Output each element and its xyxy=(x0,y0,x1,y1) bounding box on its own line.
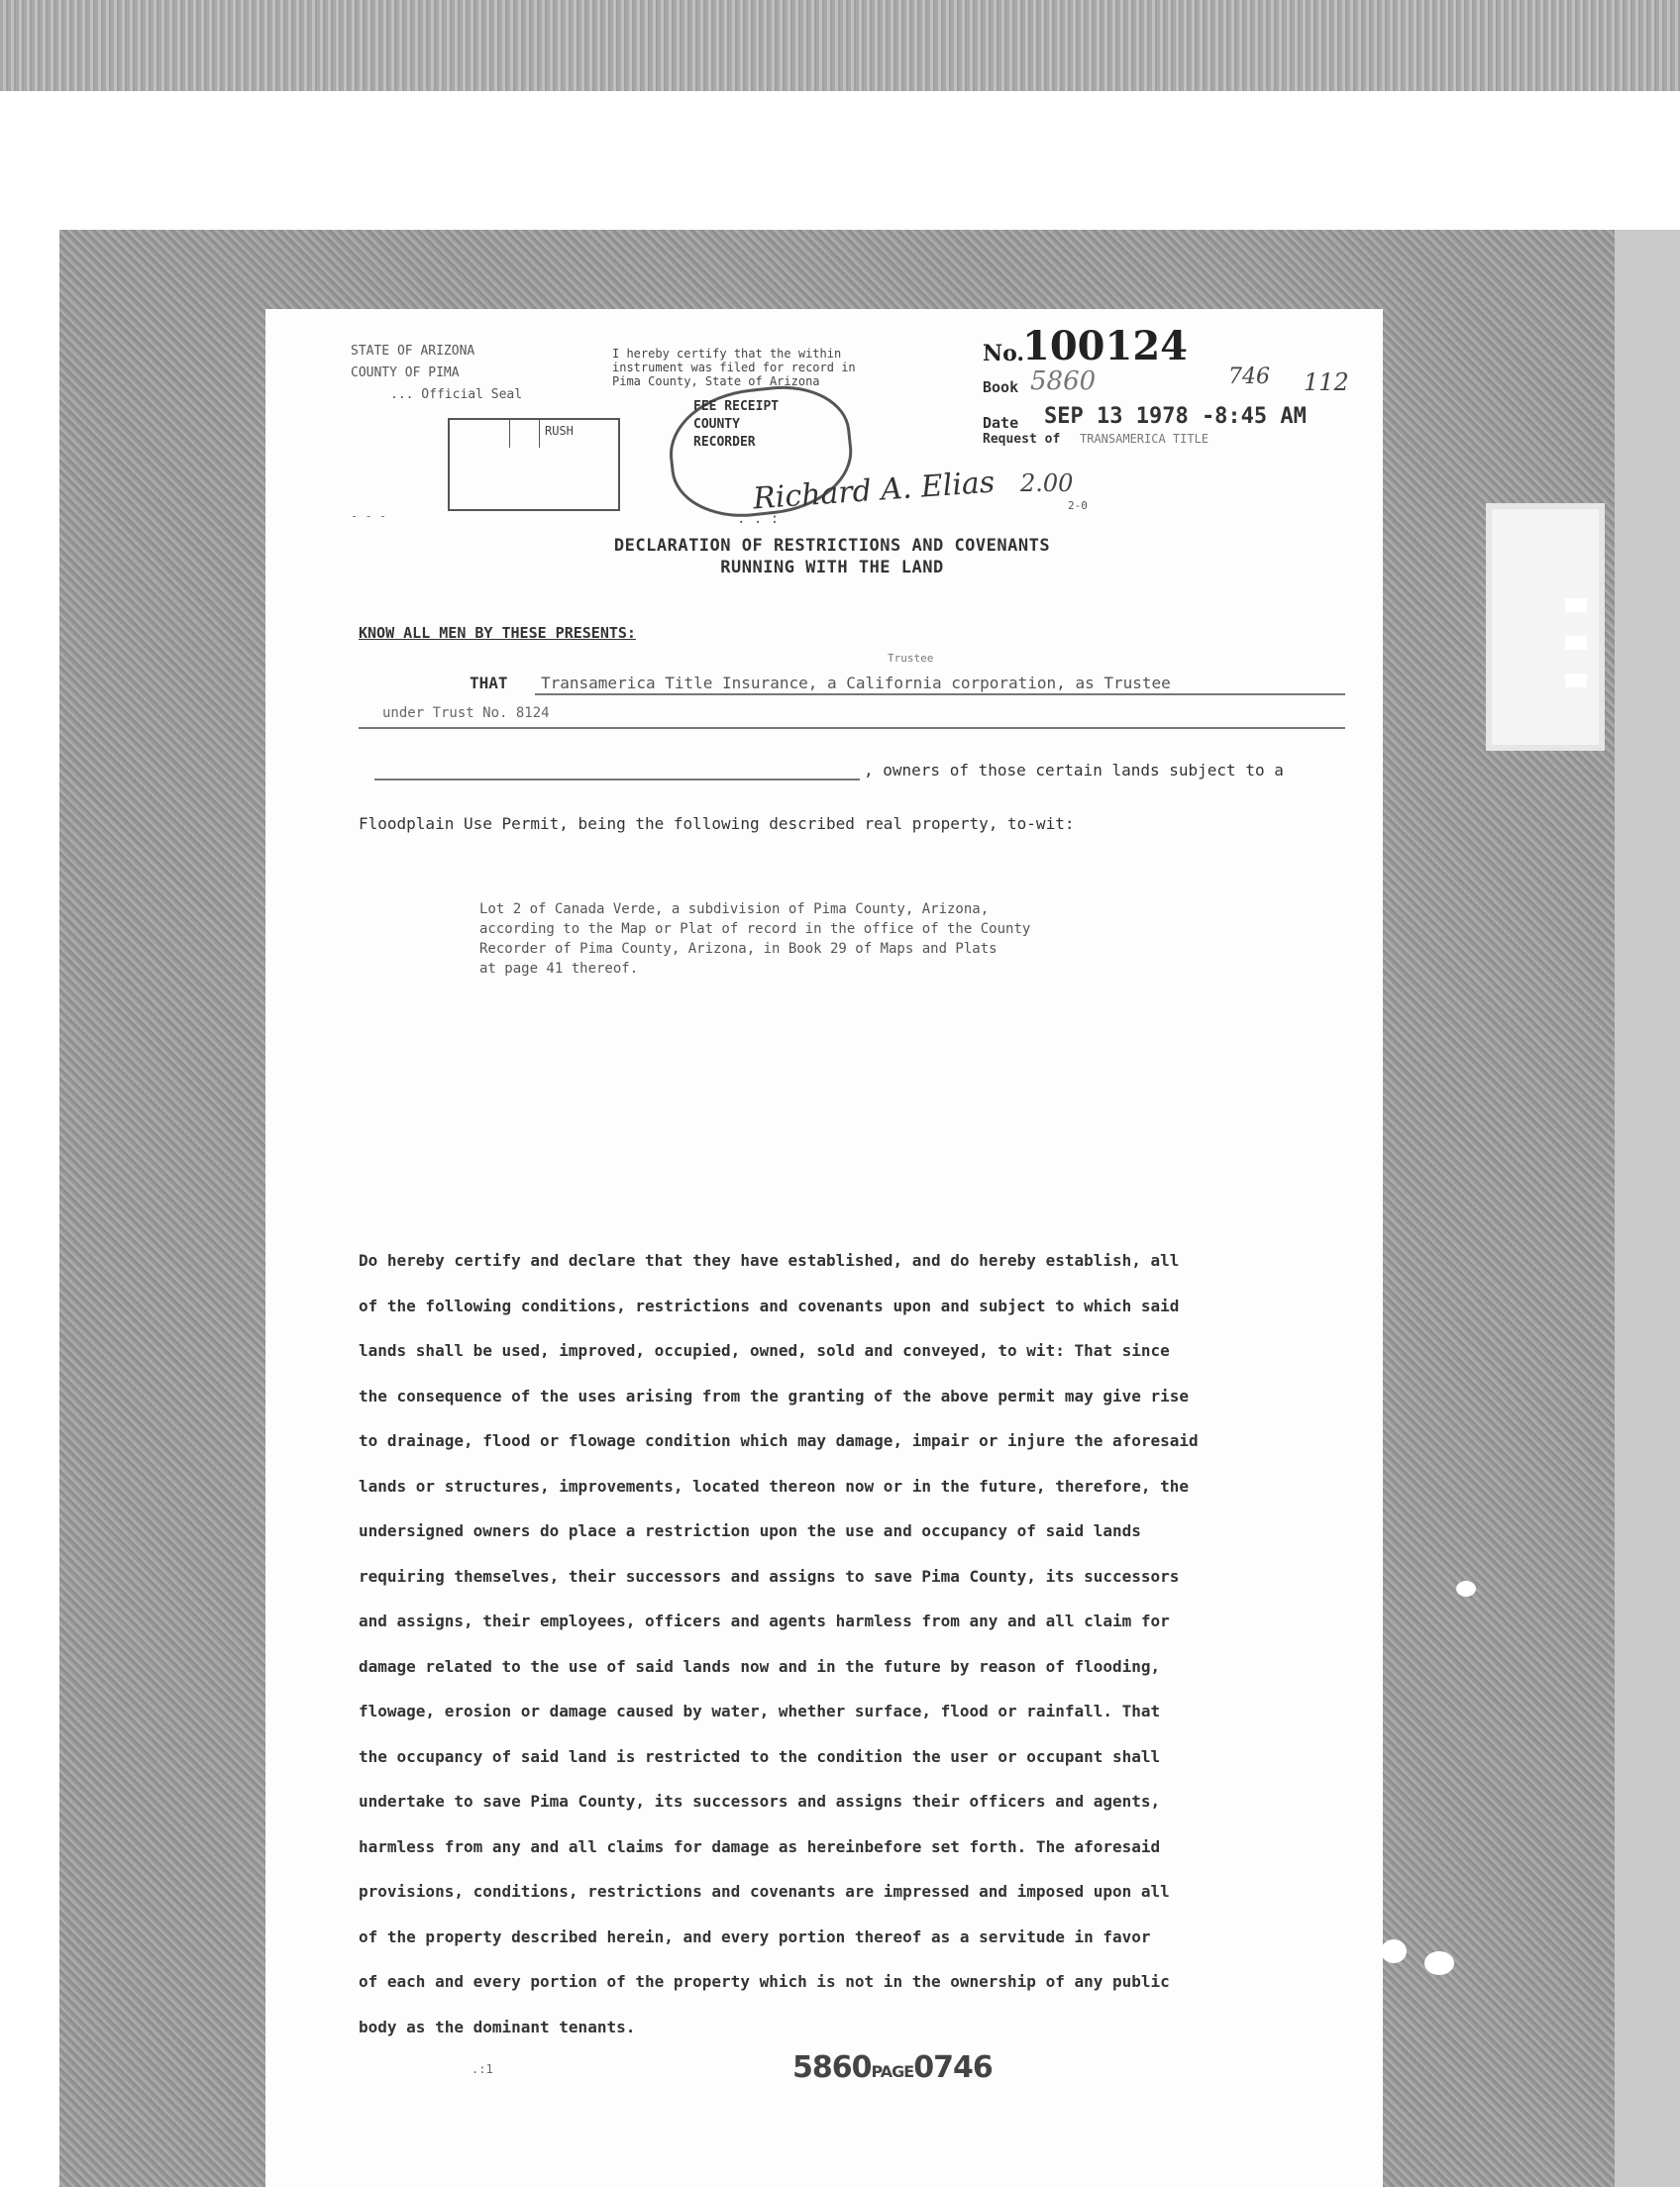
footer-page-abbrev: PAGE xyxy=(871,2062,914,2081)
owners-text: , owners of those certain lands subject to a xyxy=(864,761,1284,780)
book-page-number xyxy=(792,2050,993,2085)
footer-book: 5860 xyxy=(792,2050,872,2085)
legal-line: Lot 2 of Canada Verde, a subdivision of Pima County, Arizona, xyxy=(479,901,990,917)
county-line: COUNTY OF PIMA xyxy=(351,365,460,380)
permit-text: Floodplain Use Permit, being the following described real property, to-wit: xyxy=(359,814,1075,833)
trust-line: under Trust No. 8124 xyxy=(382,705,550,721)
scan-spot xyxy=(1456,1581,1476,1597)
tab-mark xyxy=(1565,598,1587,612)
book-hand: 746 xyxy=(1228,364,1270,389)
body-line: undertake to save Pima County, its successors and assigns their officers and agents, xyxy=(359,1792,1161,1811)
body-line: of the property described herein, and every portion thereof as a servitude in favor xyxy=(359,1927,1151,1946)
document-subtitle: RUNNING WITH THE LAND xyxy=(720,558,944,577)
recording-header-left xyxy=(351,341,522,406)
date-label: Date xyxy=(983,414,1019,432)
book-value: 5860 xyxy=(1030,366,1097,396)
request-value: TRANSAMERICA TITLE xyxy=(1080,432,1209,446)
tab-mark xyxy=(1565,636,1587,650)
body-line: lands shall be used, improved, occupied, owned, sold and conveyed, to wit: That since xyxy=(359,1341,1170,1360)
tab-mark xyxy=(1565,674,1587,687)
stamp-line: COUNTY xyxy=(693,417,740,432)
grantor-name: Transamerica Title Insurance, a California corporation, as Trustee xyxy=(541,674,1171,692)
scan-shadow-right xyxy=(1615,230,1680,2187)
scan-shadow-top xyxy=(0,0,1680,91)
body-line: the occupancy of said land is restricted to the condition the user or occupant shall xyxy=(359,1746,1161,1766)
book-label: Book xyxy=(983,378,1019,396)
box-cell xyxy=(509,420,540,448)
legal-line: according to the Map or Plat of record in the office of the County xyxy=(479,921,1031,937)
that-label: THAT xyxy=(470,674,508,692)
body-line: body as the dominant tenants. xyxy=(359,2017,636,2036)
body-line: and assigns, their employees, officers and agents harmless from any and all claim for xyxy=(359,1612,1170,1630)
body-line: provisions, conditions, restrictions and covenants are impressed and imposed upon all xyxy=(359,1882,1170,1901)
stamp-line: RECORDER xyxy=(693,435,756,450)
legal-line: at page 41 thereof. xyxy=(479,961,639,977)
body-line: Do hereby certify and declare that they have established, and do hereby establish, all xyxy=(359,1251,1180,1270)
body-line: the consequence of the uses arising from the granting of the above permit may give rise xyxy=(359,1386,1190,1406)
docket-label: No. xyxy=(983,341,1025,366)
header-mark: - - - xyxy=(351,509,387,523)
request-label: Request of xyxy=(983,432,1061,447)
owners-blank xyxy=(374,779,860,781)
body-line: of each and every portion of the property which is not in the ownership of any public xyxy=(359,1972,1170,1991)
state-line: STATE OF ARIZONA xyxy=(351,344,475,359)
recording-fee: 2.00 xyxy=(1020,469,1074,497)
document-title: DECLARATION OF RESTRICTIONS AND COVENANTS xyxy=(613,536,1051,556)
body-line: undersigned owners do place a restriction upon the use and occupancy of said lands xyxy=(359,1521,1141,1540)
trust-underline xyxy=(359,727,1345,729)
scan-spot xyxy=(1381,1939,1407,1963)
signature-marks: . . : xyxy=(737,511,780,527)
box-cell xyxy=(450,420,510,448)
binder-tab xyxy=(1486,503,1605,751)
stamp-text xyxy=(693,398,779,452)
body-line: damage related to the use of said lands now and in the future by reason of flooding, xyxy=(359,1656,1161,1676)
body-line: harmless from any and all claims for damage as hereinbefore set forth. The aforesaid xyxy=(359,1836,1161,1856)
certification-text: I hereby certify that the within instrument was filed for record in Pima County, State of Arizona xyxy=(612,347,856,388)
seal-line: ... Official Seal xyxy=(390,387,523,402)
page-hand: 112 xyxy=(1304,368,1349,396)
grantor-underline xyxy=(535,693,1345,695)
margin-mark: .:1 xyxy=(472,2062,493,2076)
footer-page: 0746 xyxy=(913,2050,993,2085)
recorder-signature: Richard A. Elias xyxy=(752,465,997,517)
body-line: lands or structures, improvements, located thereon now or in the future, therefore, the xyxy=(359,1476,1190,1496)
recording-box xyxy=(448,418,620,511)
body-line: flowage, erosion or damage caused by water, whether surface, flood or rainfall. That xyxy=(359,1702,1161,1720)
body-line: of the following conditions, restrictions and covenants upon and subject to which said xyxy=(359,1296,1180,1315)
declaration-paragraph xyxy=(359,1238,1339,2049)
body-line: requiring themselves, their successors and assigns to save Pima County, its successors xyxy=(359,1566,1180,1586)
scan-spot xyxy=(1424,1951,1454,1975)
box-label: RUSH xyxy=(545,424,574,438)
body-line: to drainage, flood or flowage condition which may damage, impair or injure the aforesaid xyxy=(359,1431,1199,1450)
opening-line: KNOW ALL MEN BY THESE PRESENTS: xyxy=(359,624,636,642)
overwrite-text: Trustee xyxy=(888,652,934,665)
legal-line: Recorder of Pima County, Arizona, in Book 29 of Maps and Plats xyxy=(479,941,998,957)
stamp-line: FEE RECEIPT xyxy=(693,399,780,414)
docket-number: 100124 xyxy=(1022,323,1188,369)
legal-description xyxy=(479,899,1030,979)
date-value: SEP 13 1978 -8:45 AM xyxy=(1044,404,1307,429)
recording-fee-sub: 2-0 xyxy=(1068,499,1088,512)
